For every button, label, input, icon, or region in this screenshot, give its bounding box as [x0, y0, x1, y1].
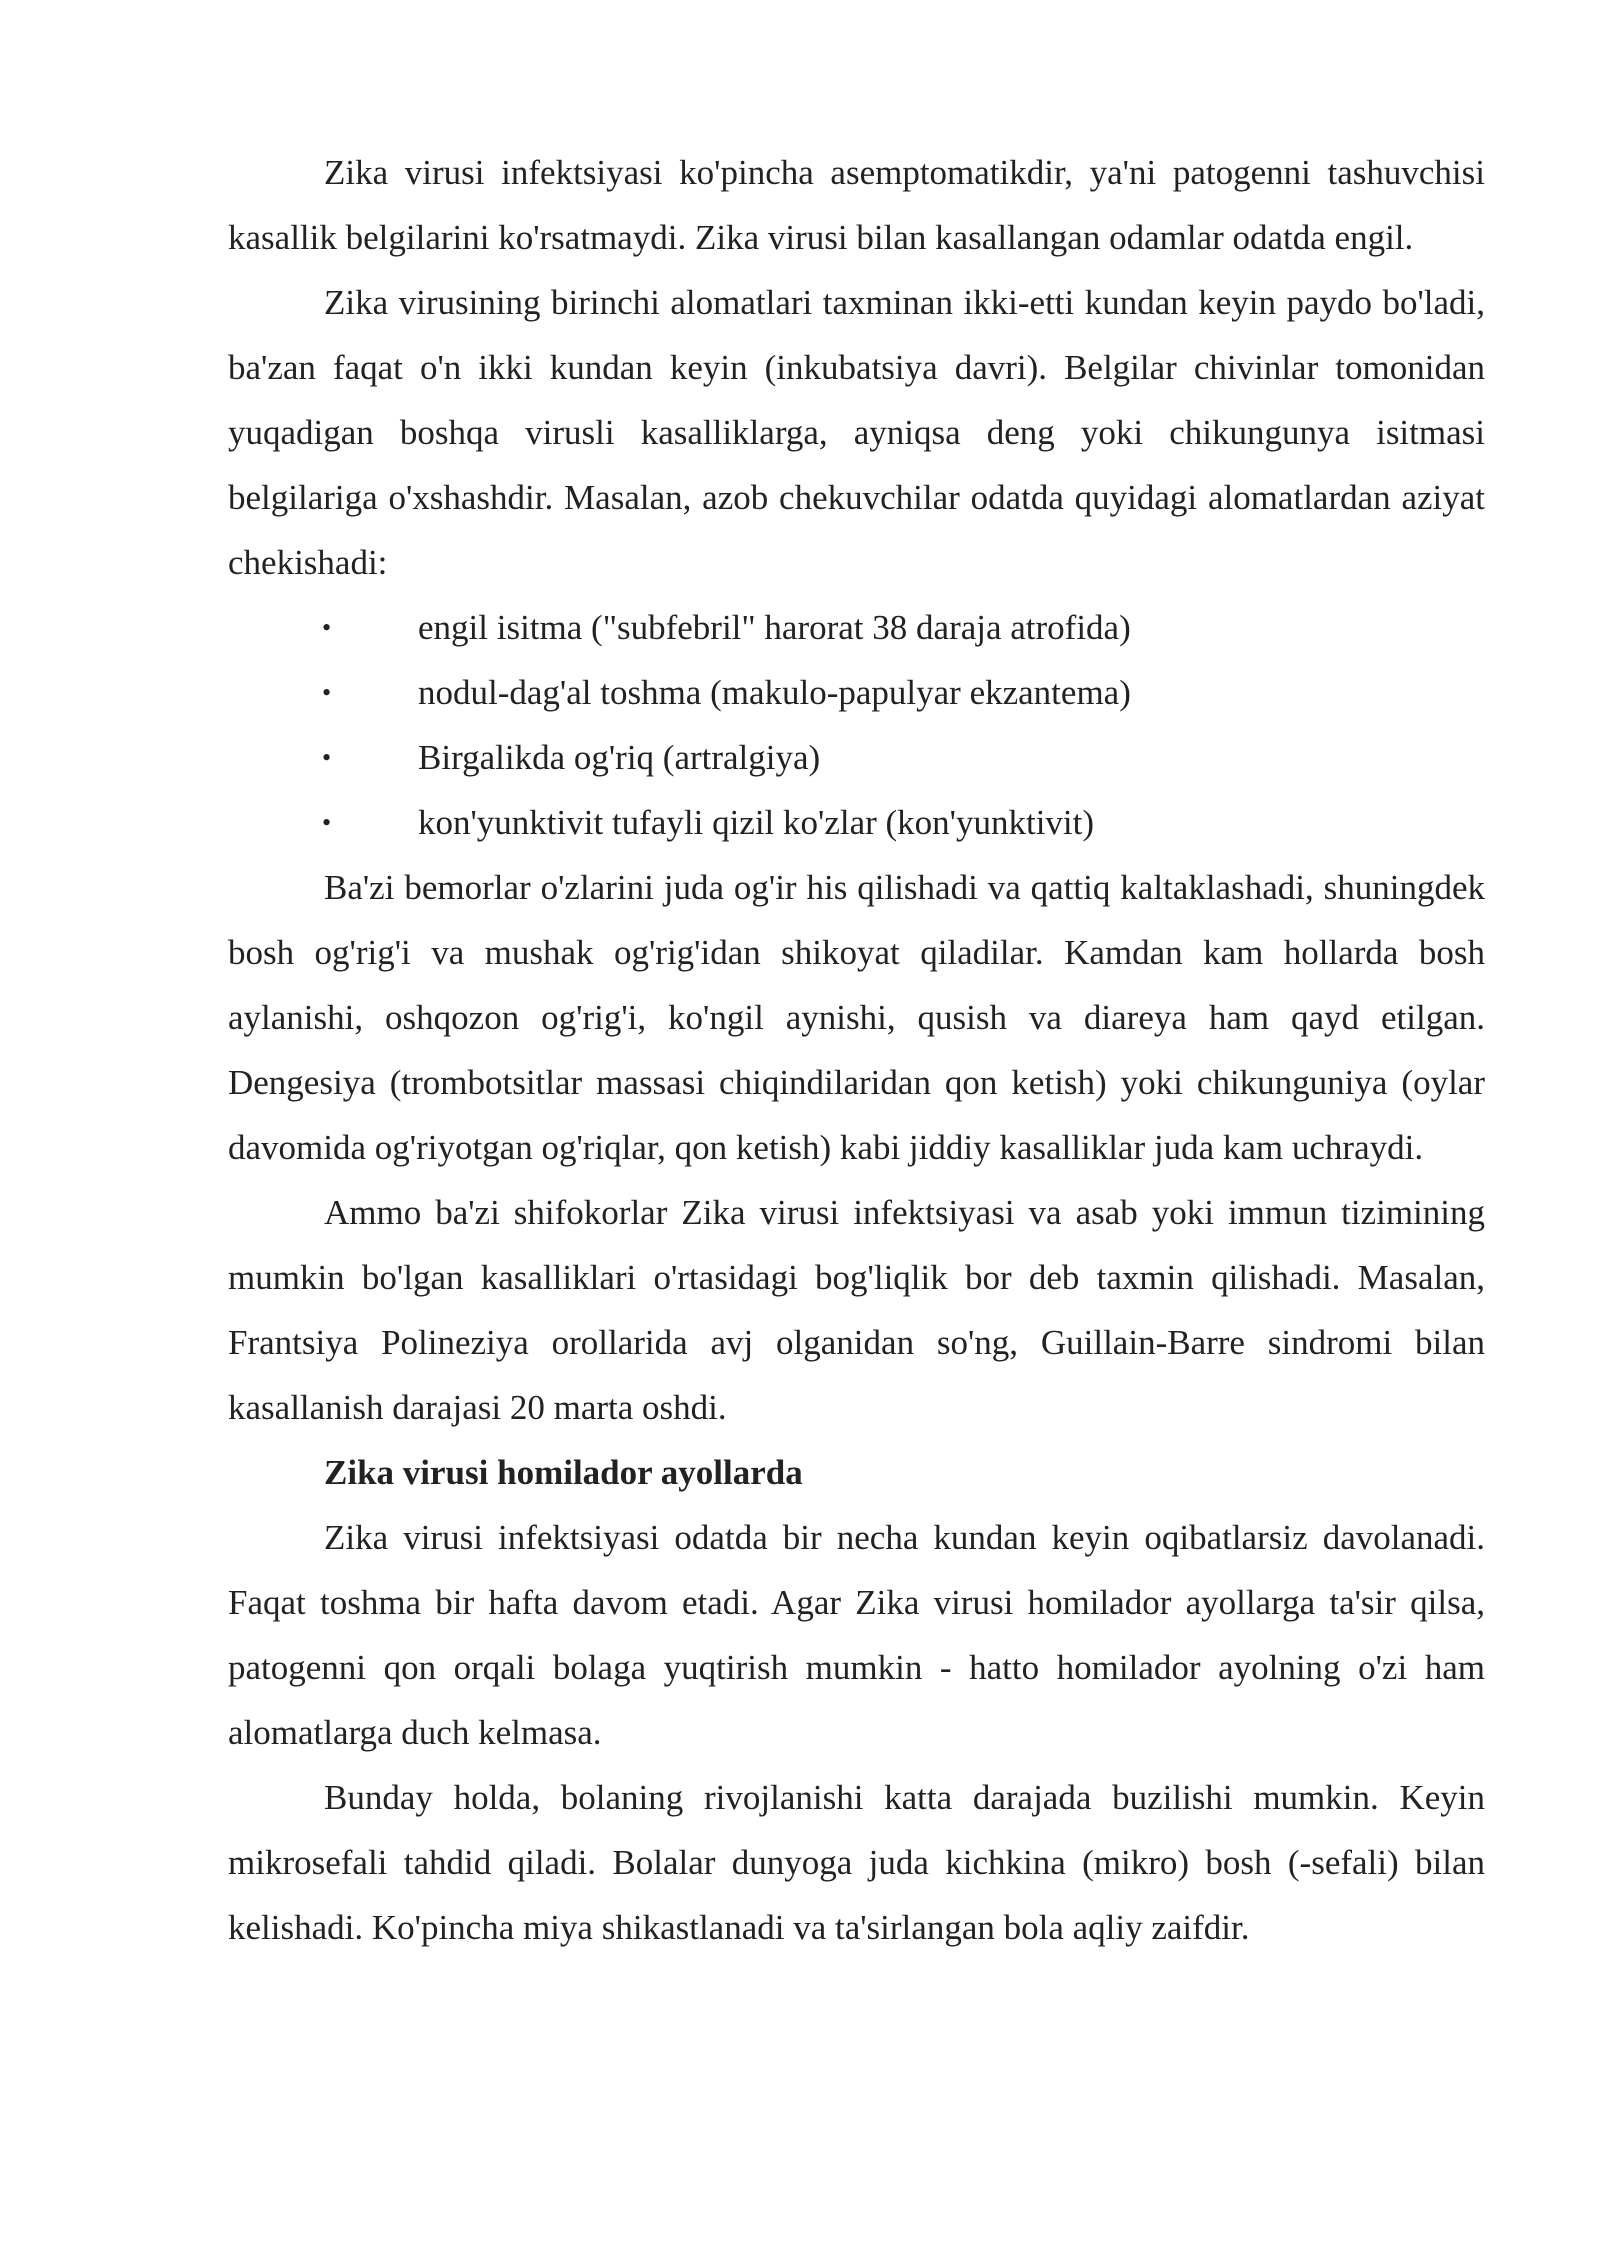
paragraph-pregnancy: Zika virusi infektsiyasi odatda bir necha kundan keyin oqibatlarsiz davolanadi. Faqat toshma bir hafta davom etadi. Agar Zika virusi homilador ayollarga ta'sir qilsa, patogenni qon orqali bolaga yuqtirish mumkin - hatto homilador ayolning o'zi ham alomatlarga duch kelmasa. [228, 1518, 1485, 1752]
list-item [228, 660, 1485, 725]
bullet-icon: • [322, 613, 332, 642]
bullet-icon: • [322, 678, 332, 707]
list-item-text: kon'yunktivit tufayli qizil ko'zlar (kon'yunktivit) [418, 803, 1095, 842]
document-page [228, 140, 1485, 1960]
list-item-text: Birgalikda og'riq (artralgiya) [418, 738, 821, 777]
list-item [228, 725, 1485, 790]
paragraph-severe-cases: Ba'zi bemorlar o'zlarini juda og'ir his qilishadi va qattiq kaltaklashadi, shuningdek bosh og'rig'i va mushak og'rig'idan shikoyat qiladilar. Kamdan kam hollarda bosh aylanishi, oshqozon og'rig'i, ko'ngil aynishi, qusish va diareya ham qayd etilgan. Dengesiya (trombotsitlar massasi chiqindilaridan qon ketish) yoki chikunguniya (oylar davomida og'riyotgan og'riqlar, qon ketish) kabi jiddiy kasalliklar juda kam uchraydi. [228, 868, 1485, 1167]
paragraph-first-symptoms: Zika virusining birinchi alomatlari taxminan ikki-etti kundan keyin paydo bo'ladi, ba'zan faqat o'n ikki kundan keyin (inkubatsiya davri). Belgilar chivinlar tomonidan yuqadigan boshqa virusli kasalliklarga, ayniqsa deng yoki chikungunya isitmasi belgilariga o'xshashdir. Masalan, azob chekuvchilar odatda quyidagi alomatlardan aziyat chekishadi: [228, 283, 1485, 582]
list-item [228, 790, 1485, 855]
paragraph-intro: Zika virusi infektsiyasi ko'pincha asemptomatikdir, ya'ni patogenni tashuvchisi kasallik belgilarini ko'rsatmaydi. Zika virusi bilan kasallangan odamlar odatda engil. [228, 153, 1485, 257]
list-item [228, 595, 1485, 660]
symptom-list [228, 595, 1485, 855]
list-item-text: engil isitma ("subfebril" harorat 38 daraja atrofida) [418, 608, 1131, 647]
bullet-icon: • [322, 743, 332, 772]
paragraph-microcephaly: Bunday holda, bolaning rivojlanishi katta darajada buzilishi mumkin. Keyin mikrosefali tahdid qiladi. Bolalar dunyoga juda kichkina (mikro) bosh (-sefali) bilan kelishadi. Ko'pincha miya shikastlanadi va ta'sirlangan bola aqliy zaifdir. [228, 1778, 1485, 1947]
paragraph-immune-link: Ammo ba'zi shifokorlar Zika virusi infektsiyasi va asab yoki immun tizimining mumkin bo'lgan kasalliklari o'rtasidagi bog'liqlik bor deb taxmin qilishadi. Masalan, Frantsiya Polineziya orollarida avj olganidan so'ng, Guillain-Barre sindromi bilan kasallanish darajasi 20 marta oshdi. [228, 1193, 1485, 1427]
bullet-icon: • [322, 808, 332, 837]
list-item-text: nodul-dag'al toshma (makulo-papulyar ekzantema) [418, 673, 1131, 712]
section-heading: Zika virusi homilador ayollarda [324, 1453, 803, 1492]
